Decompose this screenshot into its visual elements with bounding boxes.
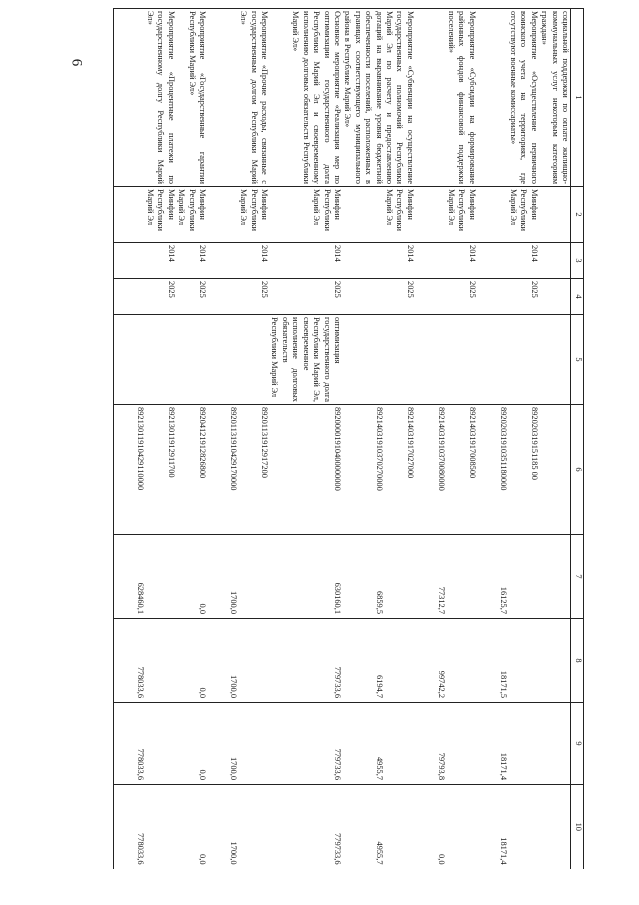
amount bbox=[508, 537, 539, 614]
goal bbox=[415, 315, 477, 405]
value-col7 bbox=[342, 535, 415, 619]
kbk-code: 89214031917027000 bbox=[405, 407, 415, 479]
end-year: 2025 bbox=[176, 279, 207, 315]
measure-name: Мероприятие «Осуществление первичного воинского учета на территориях, где отсутствуют военные комиссариаты» bbox=[477, 9, 539, 187]
kbk-codes bbox=[176, 405, 207, 535]
table-row bbox=[176, 9, 207, 869]
end-year: 2025 bbox=[415, 279, 477, 315]
amount: 778033,6 bbox=[135, 833, 145, 865]
kbk-code: 89204121912826800 bbox=[198, 407, 208, 479]
value-col9 bbox=[342, 703, 415, 785]
goal bbox=[113, 315, 176, 405]
measure-name: Основное мероприятие «Реализация мер по оптимизации государственного долга Республики Марий Эл и своевременному исполнению долговых обязательств Республики Марий Эл» bbox=[269, 9, 342, 187]
table-row bbox=[415, 9, 477, 869]
amount: 0,0 bbox=[198, 687, 208, 698]
value-col7 bbox=[207, 535, 269, 619]
measure-name: Мероприятие «Государственные гарантии Республики Марий Эл» bbox=[176, 9, 207, 187]
amount: 778033,6 bbox=[135, 666, 145, 698]
amount bbox=[145, 621, 176, 698]
kbk-codes bbox=[269, 405, 342, 535]
end-year: 2025 bbox=[477, 279, 539, 315]
kbk-codes bbox=[207, 405, 269, 535]
value-col9 bbox=[415, 703, 477, 785]
kbk-code: 89200001910400000000 bbox=[332, 407, 342, 491]
amount: 1700,0 bbox=[229, 674, 239, 698]
amount bbox=[145, 705, 176, 780]
amount bbox=[508, 705, 539, 780]
amount: 79793,8 bbox=[436, 752, 446, 780]
value-col8 bbox=[269, 619, 342, 703]
amount: 0,0 bbox=[198, 603, 208, 614]
start-year: 2014 bbox=[342, 243, 415, 279]
amount bbox=[384, 787, 415, 865]
value-col10 bbox=[415, 785, 477, 869]
amount: 18171,5 bbox=[498, 670, 508, 698]
measure-name: социальной поддержки по оплате жилищно-коммунальных услуг некоторым категориям граждан» bbox=[539, 9, 571, 187]
program-measures-table bbox=[113, 8, 584, 869]
amount: 99742,2 bbox=[436, 670, 446, 698]
value-col9 bbox=[176, 703, 207, 785]
amount: 0,0 bbox=[198, 854, 208, 865]
value-col9 bbox=[113, 703, 176, 785]
goal bbox=[342, 315, 415, 405]
amount bbox=[238, 537, 269, 614]
amount bbox=[446, 621, 477, 698]
column-header: 3 bbox=[571, 243, 584, 279]
goal: оптимизация государственного долга Республики Марий Эл, своевременное исполнение долговых обязательств Республики Марий Эл bbox=[269, 315, 342, 405]
amount bbox=[238, 787, 269, 865]
kbk-code: 89201131912917200 bbox=[260, 407, 270, 478]
kbk-code: 892020319151185 00 bbox=[529, 407, 539, 480]
table-row bbox=[269, 9, 342, 869]
measure-name: Мероприятие «Субвенции на осуществление государственных полномочий Республики Марий Эл по расчету и предоставлению дотаций на выравнивание уровня бюджетной обеспеченности поселений, расположенных в границах соответствующего муниципального района в Республике Марий Эл» bbox=[342, 9, 415, 187]
table-header-row bbox=[571, 9, 584, 869]
column-header: 7 bbox=[571, 535, 584, 619]
amount: 4955,7 bbox=[374, 841, 384, 865]
table-row bbox=[207, 9, 269, 869]
column-header: 10 bbox=[571, 785, 584, 869]
kbk-code: 89213011910429110000 bbox=[135, 407, 145, 491]
kbk-codes bbox=[415, 405, 477, 535]
value-col8 bbox=[539, 619, 571, 703]
value-col7 bbox=[269, 535, 342, 619]
table-row bbox=[539, 9, 571, 869]
value-col10 bbox=[113, 785, 176, 869]
value-col8 bbox=[477, 619, 539, 703]
end-year: 2025 bbox=[207, 279, 269, 315]
measure-name: Мероприятие «Процентные платежи по государственному долгу Республики Марий Эл» bbox=[113, 9, 176, 187]
kbk-code: 89202031910351180000 bbox=[498, 407, 508, 491]
value-col8 bbox=[415, 619, 477, 703]
value-col9 bbox=[477, 703, 539, 785]
table-row bbox=[342, 9, 415, 869]
value-col8 bbox=[207, 619, 269, 703]
amount bbox=[384, 537, 415, 614]
column-header: 2 bbox=[571, 187, 584, 243]
amount: 628460,1 bbox=[135, 582, 145, 614]
value-col7 bbox=[477, 535, 539, 619]
start-year: 2014 bbox=[207, 243, 269, 279]
amount: 779733,6 bbox=[332, 748, 342, 780]
amount: 6859,5 bbox=[374, 590, 384, 614]
amount: 779733,6 bbox=[332, 666, 342, 698]
value-col10 bbox=[269, 785, 342, 869]
start-year bbox=[539, 243, 571, 279]
column-header: 5 bbox=[571, 315, 584, 405]
amount bbox=[145, 537, 176, 614]
amount bbox=[446, 787, 477, 865]
kbk-codes bbox=[539, 405, 571, 535]
column-header: 1 bbox=[571, 9, 584, 187]
amount: 779733,6 bbox=[332, 833, 342, 865]
value-col10 bbox=[539, 785, 571, 869]
amount bbox=[446, 537, 477, 614]
kbk-code: 89214031910370080000 bbox=[436, 407, 446, 491]
measure-name: Мероприятие «Прочие расходы, связанные с государственным долгом Республики Марий Эл» bbox=[207, 9, 269, 187]
amount: 778033,6 bbox=[135, 748, 145, 780]
goal bbox=[477, 315, 539, 405]
table-row bbox=[477, 9, 539, 869]
kbk-codes bbox=[113, 405, 176, 535]
amount bbox=[238, 621, 269, 698]
amount: 630160,1 bbox=[332, 582, 342, 614]
start-year: 2014 bbox=[269, 243, 342, 279]
kbk-code: 89213011912911700 bbox=[166, 407, 176, 478]
value-col7 bbox=[176, 535, 207, 619]
amount bbox=[446, 705, 477, 780]
executor: Минфин Республики Марий Эл bbox=[113, 187, 176, 243]
value-col7 bbox=[415, 535, 477, 619]
column-header: 4 bbox=[571, 279, 584, 315]
value-col8 bbox=[113, 619, 176, 703]
value-col7 bbox=[113, 535, 176, 619]
page-number: 6 bbox=[68, 58, 85, 67]
column-header: 6 bbox=[571, 405, 584, 535]
value-col9 bbox=[539, 703, 571, 785]
start-year: 2014 bbox=[477, 243, 539, 279]
measure-name: Мероприятие «Субсидии на формирование районных фондов финансовой поддержки поселений» bbox=[415, 9, 477, 187]
end-year: 2025 bbox=[269, 279, 342, 315]
amount: 18171,4 bbox=[498, 837, 508, 865]
executor: Минфин Республики Марий Эл bbox=[477, 187, 539, 243]
amount: 1700,0 bbox=[229, 590, 239, 614]
value-col9 bbox=[207, 703, 269, 785]
amount bbox=[508, 621, 539, 698]
amount: 1700,0 bbox=[229, 756, 239, 780]
value-col10 bbox=[176, 785, 207, 869]
end-year: 2025 bbox=[342, 279, 415, 315]
amount: 77312,7 bbox=[436, 586, 446, 614]
executor: Минфин Республики Марий Эл bbox=[342, 187, 415, 243]
executor: Минфин Республики Марий Эл bbox=[269, 187, 342, 243]
amount: 4955,7 bbox=[374, 756, 384, 780]
table-row bbox=[113, 9, 176, 869]
value-col7 bbox=[539, 535, 571, 619]
goal bbox=[207, 315, 269, 405]
goal bbox=[176, 315, 207, 405]
amount: 18171,4 bbox=[498, 752, 508, 780]
amount bbox=[384, 621, 415, 698]
value-col10 bbox=[207, 785, 269, 869]
kbk-codes bbox=[342, 405, 415, 535]
kbk-code: 89214031917008500 bbox=[467, 407, 477, 479]
start-year: 2014 bbox=[415, 243, 477, 279]
value-col10 bbox=[342, 785, 415, 869]
value-col10 bbox=[477, 785, 539, 869]
amount bbox=[508, 787, 539, 865]
amount: 0,0 bbox=[198, 769, 208, 780]
amount: 6194,7 bbox=[374, 674, 384, 698]
start-year: 2014 bbox=[113, 243, 176, 279]
value-col9 bbox=[269, 703, 342, 785]
value-col8 bbox=[342, 619, 415, 703]
kbk-code: 89201131910429170000 bbox=[229, 407, 239, 491]
kbk-code: 89214031910370270000 bbox=[374, 407, 384, 491]
kbk-codes bbox=[477, 405, 539, 535]
end-year: 2025 bbox=[113, 279, 176, 315]
executor: Минфин Республики Марий Эл bbox=[176, 187, 207, 243]
column-header: 8 bbox=[571, 619, 584, 703]
amount: 0,0 bbox=[436, 854, 446, 865]
amount bbox=[238, 705, 269, 780]
value-col8 bbox=[176, 619, 207, 703]
amount: 16125,7 bbox=[498, 586, 508, 614]
column-header: 9 bbox=[571, 703, 584, 785]
rotated-table-container bbox=[54, 8, 584, 868]
start-year: 2014 bbox=[176, 243, 207, 279]
goal bbox=[539, 315, 571, 405]
amount bbox=[384, 705, 415, 780]
executor: Минфин Республики Марий Эл bbox=[415, 187, 477, 243]
amount: 1700,0 bbox=[229, 841, 239, 865]
executor: Минфин Республики Марий Эл bbox=[207, 187, 269, 243]
executor bbox=[539, 187, 571, 243]
end-year bbox=[539, 279, 571, 315]
amount bbox=[145, 787, 176, 865]
